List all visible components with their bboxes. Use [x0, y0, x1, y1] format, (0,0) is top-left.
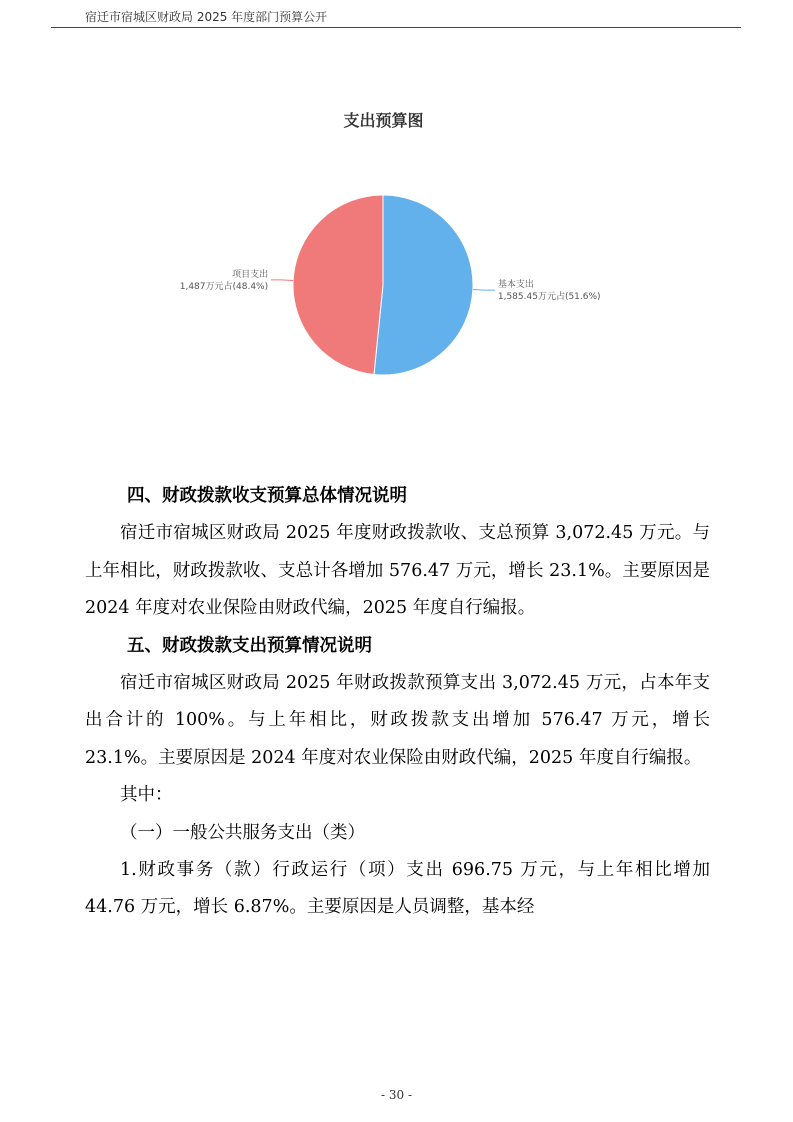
section-5-paragraph: 宿迁市宿城区财政局 2025 年财政拨款预算支出 3,072.45 万元，占本年支出合计的 100%。与上年相比，财政拨款支出增加 576.47 万元，增长 23.1%。主要原因是 2024 年度对农业保险由财政代编，2025 年度自行编报。	[85, 673, 710, 768]
item-1-paragraph: 1.财政事务（款）行政运行（项）支出 696.75 万元，与上年相比增加 44.76 万元，增长 6.87%。主要原因是人员调整，基本经	[85, 860, 710, 918]
pie-label-value-1: 1,585.45万元占(51.6%)	[497, 292, 601, 303]
page-number: - 30 -	[380, 1088, 412, 1102]
qizhong-label: 其中：	[120, 785, 173, 806]
pie-leader-line-2	[271, 280, 293, 281]
pie-slice-2	[293, 195, 383, 375]
pie-chart	[150, 180, 620, 395]
page-header: 宿迁市宿城区财政局 2025 年度部门预算公开	[85, 10, 328, 24]
document-body	[85, 478, 710, 927]
section-5-heading: 五、财政拨款支出预算情况说明	[127, 635, 372, 656]
subsection-1-heading: （一）一般公共服务支出（类）	[120, 822, 365, 843]
pie-label-name-2: 项目支出	[232, 269, 269, 280]
pie-label-value-2: 1,487万元占(48.4%)	[179, 281, 269, 292]
pie-slice-1	[374, 195, 473, 375]
chart-title: 支出预算图	[343, 111, 424, 130]
pie-leader-line-1	[473, 290, 495, 291]
section-4-heading: 四、财政拨款收支预算总体情况说明	[127, 486, 407, 506]
section-4-paragraph: 宿迁市宿城区财政局 2025 年度财政拨款收、支总预算 3,072.45 万元。与上年相比，财政拨款收、支总计各增加 576.47 万元，增长 23.1%。主要原因是 2024 年度对农业保险由财政代编，2025 年度自行编报。	[85, 523, 710, 619]
header-divider	[51, 27, 741, 28]
pie-label-name-1: 基本支出	[497, 280, 534, 291]
